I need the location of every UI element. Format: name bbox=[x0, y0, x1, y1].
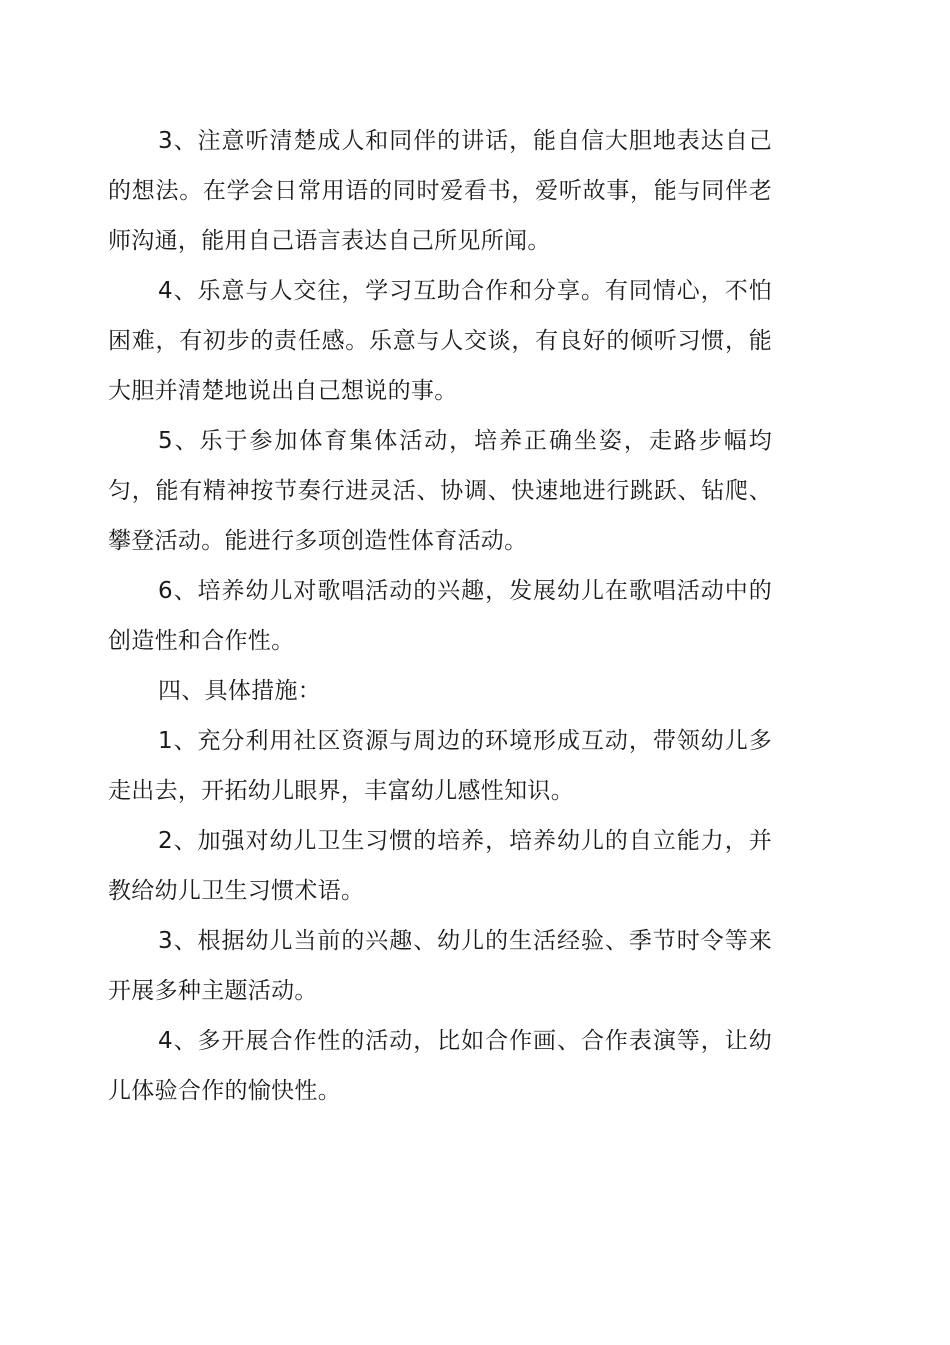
paragraph-measure-3: 3、根据幼儿当前的兴趣、幼儿的生活经验、季节时令等来开展多种主题活动。 bbox=[108, 928, 772, 1004]
section-heading-measures: 四、具体措施： bbox=[158, 678, 322, 704]
paragraph-measure-1: 1、充分利用社区资源与周边的环境形成互动，带领幼儿多走出去，开拓幼儿眼界，丰富幼儿感性知识。 bbox=[108, 728, 772, 804]
paragraph-measure-4: 4、多开展合作性的活动，比如合作画、合作表演等，让幼儿体验合作的愉快性。 bbox=[108, 1028, 772, 1104]
document-body bbox=[108, 116, 772, 1116]
paragraph-goal-5: 5、乐于参加体育集体活动，培养正确坐姿，走路步幅均匀，能有精神按节奏行进灵活、协调、快速地进行跳跃、钻爬、攀登活动。能进行多项创造性体育活动。 bbox=[108, 428, 772, 554]
paragraph-goal-4: 4、乐意与人交往，学习互助合作和分享。有同情心，不怕困难，有初步的责任感。乐意与人交谈，有良好的倾听习惯，能大胆并清楚地说出自己想说的事。 bbox=[108, 278, 772, 404]
paragraph-goal-6: 6、培养幼儿对歌唱活动的兴趣，发展幼儿在歌唱活动中的创造性和合作性。 bbox=[108, 578, 772, 654]
paragraph-measure-2: 2、加强对幼儿卫生习惯的培养，培养幼儿的自立能力，并教给幼儿卫生习惯术语。 bbox=[108, 828, 772, 904]
paragraph-goal-3: 3、注意听清楚成人和同伴的讲话，能自信大胆地表达自己的想法。在学会日常用语的同时爱看书，爱听故事，能与同伴老师沟通，能用自己语言表达自己所见所闻。 bbox=[108, 128, 772, 254]
